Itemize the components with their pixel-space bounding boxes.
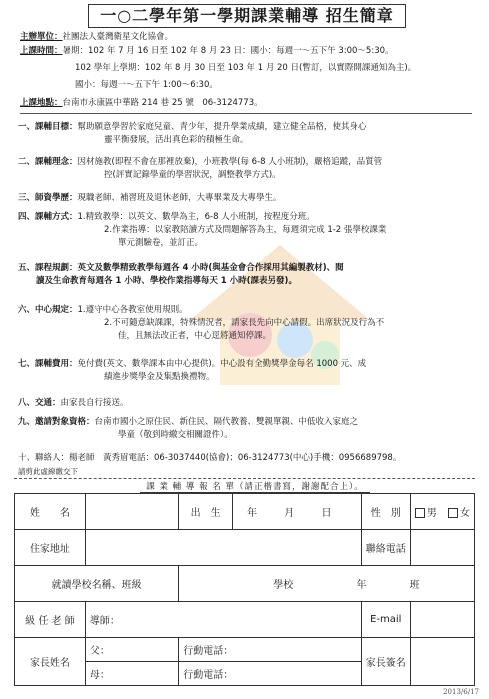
section-rules: [18, 304, 473, 343]
name-label: 姓 名: [15, 494, 86, 530]
email-field[interactable]: [410, 602, 474, 638]
section-transport: [18, 397, 473, 410]
mother-mobile-field[interactable]: [179, 662, 362, 686]
section-head: 九、邀請對象資格：: [18, 417, 95, 427]
time-label: 上課時間：: [20, 46, 63, 56]
section-head: 三、師資學歷：: [18, 193, 78, 203]
time-line-1: [20, 45, 394, 57]
section-head: 一、課輔目標：: [18, 122, 78, 132]
section-head: 六、中心規定：: [18, 305, 78, 315]
section-teachers: [18, 192, 473, 205]
section-text: 單元測驗卷，並訂正。: [118, 238, 204, 248]
section-text: 台南市國小之原住民、新住民、隔代教養、雙親單親、中低收入家庭之: [94, 417, 359, 427]
grade-word: 年: [356, 580, 367, 591]
section-text: 學童（敬到時繳交相關證件）。: [118, 430, 233, 440]
section-text: 2.作業指導：以家教陪讀方式及問題解答為主，每週須完成 1-2 張學校課業: [104, 225, 387, 235]
mother-field[interactable]: [85, 662, 178, 686]
organizer-label: 主辦單位：: [20, 32, 63, 42]
father-mobile-field[interactable]: [179, 638, 362, 662]
address-field[interactable]: [85, 530, 361, 566]
section-head: 四、課輔方式：: [18, 212, 78, 222]
footer-date: 2013/6/17: [443, 688, 479, 696]
section-head: 五、課程規劃：: [18, 263, 78, 273]
female-label: 女: [460, 508, 470, 519]
email-label: E-mail: [361, 602, 410, 638]
gender-label: 性 別: [361, 494, 410, 530]
time-line-2: 102 學年上學期：102 年 8 月 30 日至 103 年 1 月 20 日(暫訂，以實際開課通知為主)。: [75, 63, 417, 73]
location-line: [20, 97, 263, 109]
father-label: 父：: [89, 646, 110, 657]
teacher-field[interactable]: [85, 602, 361, 638]
divider: [20, 113, 472, 114]
year-label: 年: [247, 508, 258, 519]
section-curriculum: [18, 262, 473, 288]
location-label: 上課地點：: [20, 98, 63, 108]
birth-label: 出 生: [179, 494, 233, 530]
section-concept: [18, 156, 473, 182]
female-checkbox[interactable]: [448, 508, 458, 518]
registration-form: [14, 493, 475, 686]
teacher-label: 級 任 老 師: [15, 602, 86, 638]
section-text: 1.精致教學：以英文、數學為主，6-8 人小班制，按程度分班。: [77, 212, 315, 222]
class-word: 班: [409, 580, 420, 591]
mentor-label: 導師：: [89, 616, 120, 627]
section-text: 控(評實記錄學童的學習狀況，調整教學方式)。: [104, 170, 281, 180]
father-mobile-label: 行動電話：: [183, 646, 234, 657]
section-text: 靈平衡發展，活出真色彩的積極生命。: [104, 135, 249, 145]
cut-line: [14, 478, 475, 479]
section-text: 英文及數學精致教學每週各 4 小時(與基金會合作採用其編製教材)、閱: [77, 263, 344, 273]
name-field[interactable]: [85, 494, 178, 530]
birth-field[interactable]: [233, 494, 362, 530]
parent-label: 家長姓名: [15, 638, 86, 686]
section-eligibility: [18, 416, 473, 442]
form-row-school: [15, 566, 475, 602]
section-text: 1.遵守中心各教室使用規則。: [77, 305, 188, 315]
address-label: 住家地址: [15, 530, 86, 566]
section-text: 現職老師、補習班及退休老師，大專畢業及大專學生。: [77, 193, 282, 203]
school-field[interactable]: [179, 566, 475, 602]
male-label: 男: [426, 508, 437, 519]
contact-line: 十、聯絡人：楊老師 黃秀眉電話：06-3037440(協會)；06-3124773(中心)手機：0956689798。: [18, 453, 402, 463]
page-title: 一○二學年第一學期課業輔導 招生簡章: [88, 4, 406, 28]
section-text: 佳，且無法改正者，中心逕將通知停課。: [118, 331, 272, 341]
section-text: 因材施教(即程不會在那裡放棄)，小班教學(每 6-8 人小班制)，嚴格追蹤，品質管: [77, 157, 383, 167]
signature-label: 家長簽名: [361, 638, 410, 686]
form-row-address: [15, 530, 475, 566]
phone-label: 聯絡電話: [361, 530, 410, 566]
cut-line-label: 請剪此虛線繳交下: [18, 467, 78, 476]
school-word: 學校: [273, 580, 294, 591]
form-title: 課 業 輔 導 報 名 單（請正楷書寫，謝謝配合上）。: [140, 480, 370, 493]
section-text: 2.不可隨意缺課課，特殊情況者，請家長先向中心請假。出席狀況及行為不: [104, 318, 385, 328]
male-checkbox[interactable]: [415, 508, 425, 518]
section-fees: [18, 358, 473, 384]
section-text: 幫助願意學習於家庭兒童、青少年，提升學業成績，建立健全品格，使其身心: [77, 122, 367, 132]
time-value-1: 暑期：102 年 7 月 16 日至 102 年 8 月 23 日：國小：每週一～五下午 3:00～5:30。: [62, 46, 394, 56]
section-goal: [18, 121, 473, 147]
form-row-teacher: [15, 602, 475, 638]
gender-field[interactable]: [410, 494, 474, 530]
section-method: [18, 211, 473, 250]
father-field[interactable]: [85, 638, 178, 662]
school-label: 就讀學校名稱、班級: [15, 566, 179, 602]
form-row-name: [15, 494, 475, 530]
form-row-father: [15, 638, 475, 662]
section-text: 績進步獎學金及集點換禮物。: [104, 372, 215, 382]
phone-field[interactable]: [410, 530, 474, 566]
organizer-value: 社團法人臺灣衛星文化協會。: [62, 32, 174, 42]
month-label: 月: [284, 508, 295, 519]
time-line-3: 國小：每週一～五下午 1:00～6:30。: [75, 80, 218, 90]
day-label: 日: [321, 508, 332, 519]
section-text: 免付費(英文、數學課本由中心提供)。中心設有全勤獎學金每名 1000 元、成: [77, 359, 367, 369]
section-text: 讀及生命教育每週各 1 小時、學校作業指導每天 1 小時(課表另發)。: [36, 276, 297, 286]
organizer-line: [20, 31, 173, 43]
location-value: 台南市永康區中華路 214 巷 25 號 06-3124773。: [62, 98, 263, 108]
mother-label: 母：: [89, 670, 110, 681]
section-head: 二、課輔理念：: [18, 157, 78, 167]
section-text: 由家長自行接送。: [60, 398, 129, 408]
signature-field[interactable]: [410, 638, 474, 686]
section-head: 七、課輔費用：: [18, 359, 78, 369]
section-head: 八、交通：: [18, 398, 61, 408]
mother-mobile-label: 行動電話：: [183, 670, 234, 681]
